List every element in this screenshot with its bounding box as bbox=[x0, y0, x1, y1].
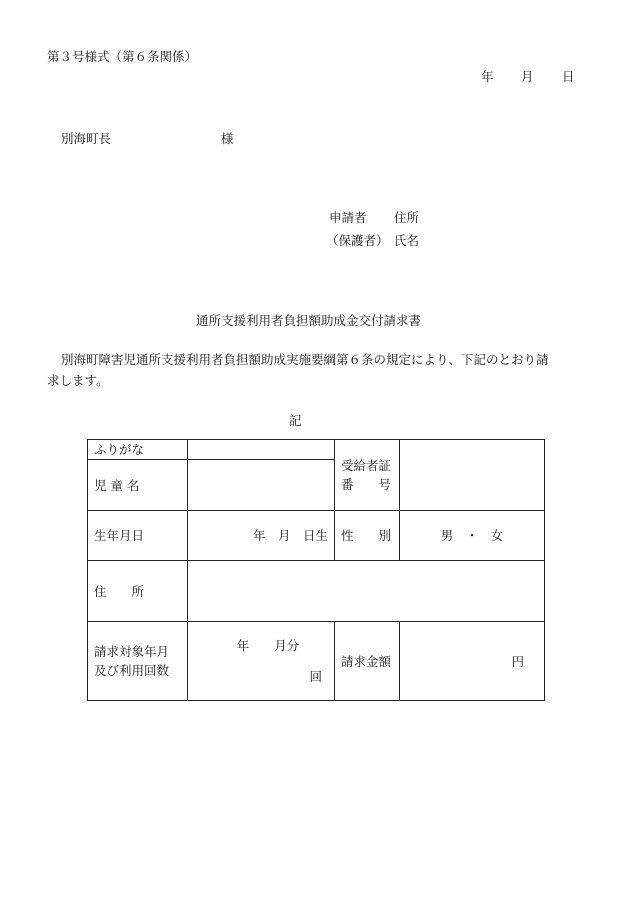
recipient-cert-field[interactable] bbox=[400, 440, 545, 511]
applicant-name-label: 氏名 bbox=[394, 233, 420, 248]
furigana-field[interactable] bbox=[188, 440, 335, 460]
date-year-label: 年 bbox=[481, 69, 494, 84]
form-number: 第３号様式（第６条関係） bbox=[47, 49, 198, 64]
gender-field[interactable]: 男 ・ 女 bbox=[400, 511, 545, 561]
applicant-role: 申請者 bbox=[329, 210, 367, 225]
application-table bbox=[87, 439, 545, 701]
child-name-field[interactable] bbox=[188, 460, 335, 511]
birthdate-field[interactable]: 年 月 日生 bbox=[188, 511, 335, 561]
claim-period-line1: 請求対象年月 bbox=[94, 644, 170, 659]
furigana-label: ふりがな bbox=[88, 440, 188, 460]
applicant-address-label: 住所 bbox=[394, 210, 420, 225]
claim-amount-label: 請求金額 bbox=[335, 622, 400, 701]
recipient-cert-label bbox=[335, 440, 400, 511]
applicant-guardian: （保護者） bbox=[326, 233, 389, 248]
date-month-label: 月 bbox=[521, 69, 534, 84]
body-text-line1: 別海町障害児通所支援利用者負担額助成実施要綱第６条の規定により、下記のとおり請 bbox=[61, 352, 549, 367]
count-unit: 回 bbox=[309, 669, 322, 685]
document-title: 通所支援利用者負担額助成金交付請求書 bbox=[196, 313, 422, 328]
ki-marker: 記 bbox=[289, 413, 302, 428]
claim-amount-field[interactable]: 円 bbox=[400, 622, 545, 701]
claim-period-line2: 及び利用回数 bbox=[94, 663, 170, 679]
address-field[interactable] bbox=[188, 561, 545, 622]
addressee-honorific: 様 bbox=[221, 131, 234, 146]
year-month-value: 年 月分 bbox=[236, 638, 300, 653]
child-name-label: 児 童 名 bbox=[88, 460, 188, 511]
gender-label: 性 別 bbox=[335, 511, 400, 561]
birthdate-label: 生年月日 bbox=[88, 511, 188, 561]
addressee-name: 別海町長 bbox=[61, 131, 112, 146]
date-day-label: 日 bbox=[562, 69, 575, 84]
body-text-line2: 求します。 bbox=[47, 373, 109, 388]
address-label: 住 所 bbox=[88, 561, 188, 622]
recipient-cert-line2: 番 号 bbox=[341, 477, 392, 493]
claim-period-label bbox=[88, 622, 188, 701]
recipient-cert-line1: 受給者証 bbox=[341, 457, 392, 473]
claim-period-field[interactable] bbox=[188, 622, 335, 701]
